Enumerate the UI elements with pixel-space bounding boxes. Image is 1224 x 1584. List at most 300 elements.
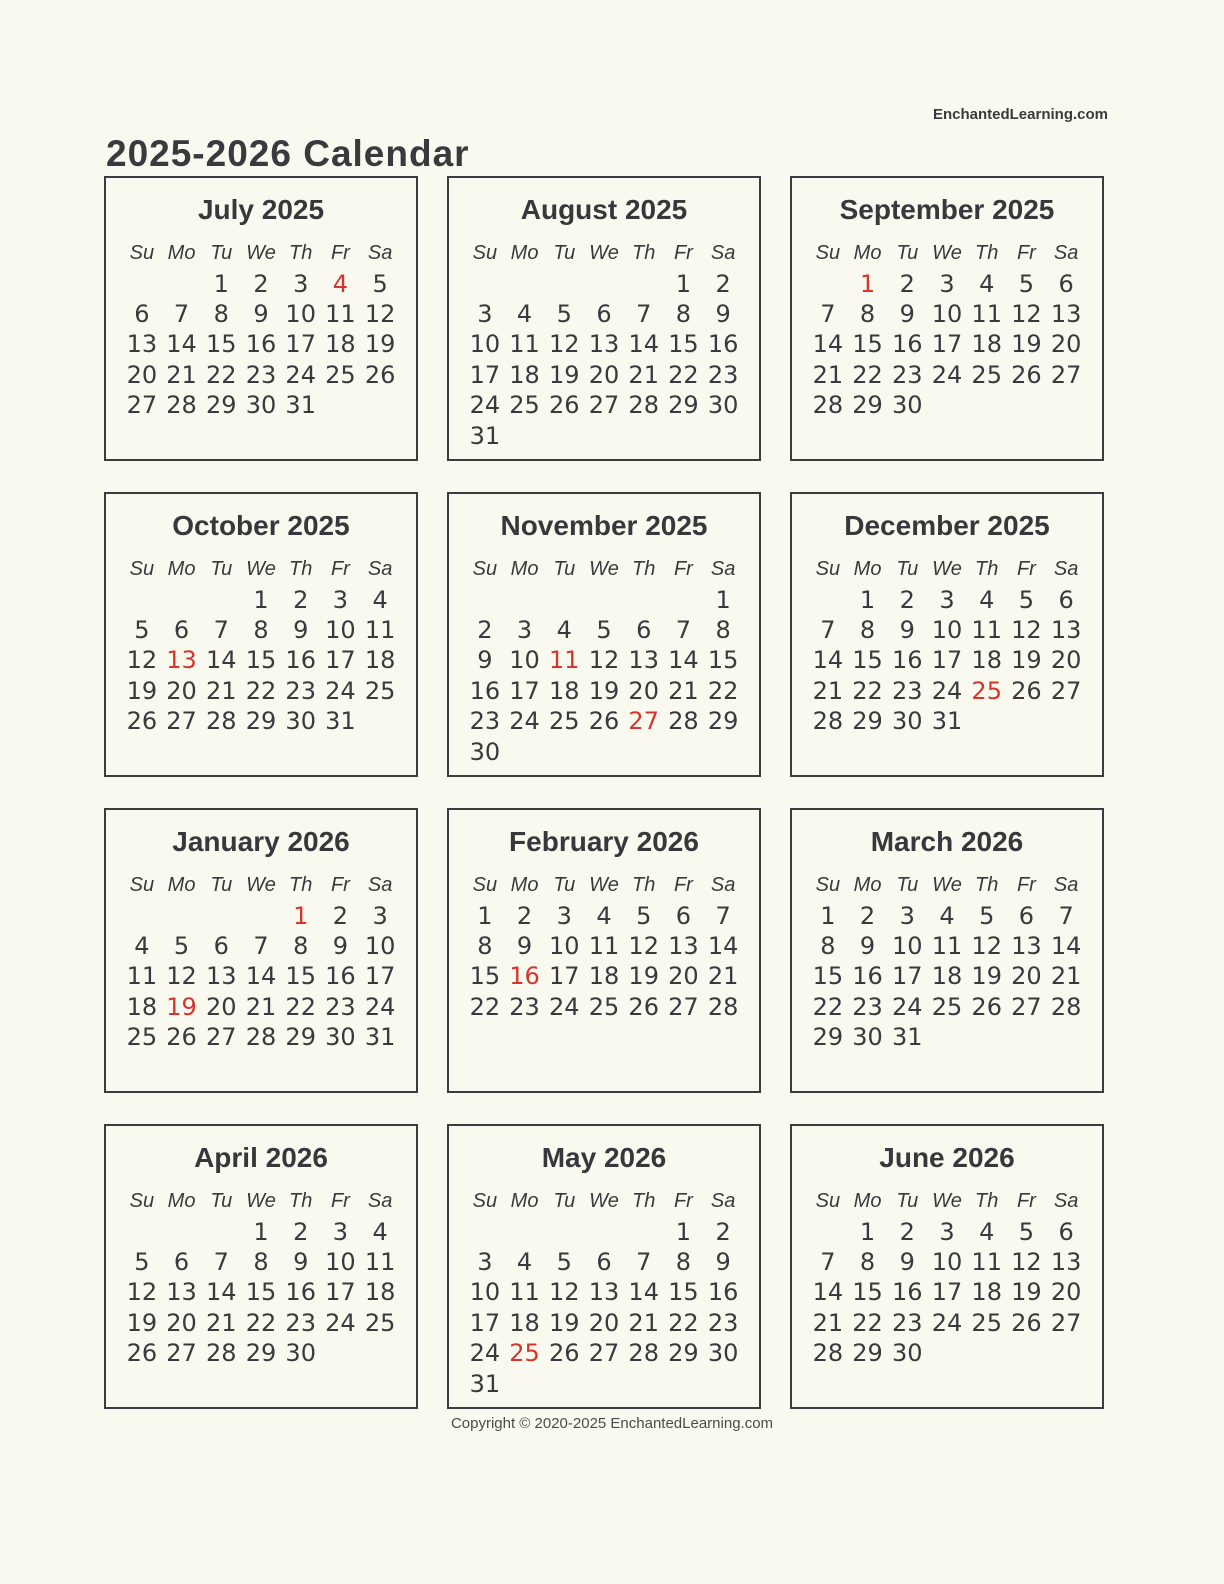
date-cell: 13 — [668, 931, 699, 960]
date-cell: 18 — [509, 1308, 540, 1337]
date-cell: 17 — [364, 962, 396, 991]
date-cell: 1 — [253, 1217, 269, 1246]
date-cell: 26 — [588, 707, 620, 736]
date-cell: 3 — [899, 901, 915, 930]
date-cell: 24 — [509, 707, 540, 736]
date-cell: 21 — [707, 962, 739, 991]
date-cell: 2 — [293, 585, 309, 614]
date-cell: 20 — [1050, 646, 1082, 675]
date-cell: 15 — [852, 646, 883, 675]
date-cell: 24 — [549, 992, 580, 1021]
date-cell: 7 — [820, 615, 836, 644]
month-title: November 2025 — [500, 510, 708, 541]
date-cell: 25 — [325, 360, 356, 389]
month-grid — [449, 1186, 759, 1399]
date-cell: 8 — [293, 931, 309, 960]
date-cell: 31 — [469, 421, 501, 450]
date-cell: 17 — [931, 330, 963, 359]
weekday-header: Fr — [330, 242, 350, 265]
date-cell: 20 — [668, 962, 699, 991]
date-cell: 22 — [469, 992, 501, 1021]
date-cell: 30 — [707, 391, 739, 420]
weekday-header: Sa — [367, 874, 393, 897]
weekday-header: Sa — [367, 242, 393, 265]
date-cell: 21 — [206, 1308, 237, 1337]
weekday-header: Mo — [853, 874, 882, 897]
weekday-header: Th — [289, 242, 313, 265]
date-cell: 26 — [549, 391, 580, 420]
date-cell: 12 — [166, 962, 197, 991]
date-cell: 18 — [364, 646, 396, 675]
date-cell: 13 — [1050, 615, 1082, 644]
month-title: December 2025 — [844, 510, 1050, 541]
date-cell: 20 — [206, 992, 237, 1021]
weekday-header: Sa — [367, 1190, 393, 1213]
date-cell: 24 — [469, 1339, 501, 1368]
date-cell: 5 — [1018, 585, 1035, 614]
date-cell: 3 — [372, 901, 388, 930]
weekday-header: Sa — [710, 1190, 736, 1213]
date-cell: 27 — [166, 707, 197, 736]
date-cell: 24 — [931, 360, 963, 389]
holiday-date: 1 — [293, 901, 309, 930]
date-cell: 15 — [707, 646, 739, 675]
date-cell: 12 — [1011, 299, 1042, 328]
date-cell: 17 — [325, 646, 356, 675]
date-cell: 28 — [707, 992, 739, 1021]
date-cell: 18 — [971, 646, 1002, 675]
weekday-header: We — [589, 242, 619, 265]
date-cell: 9 — [293, 615, 309, 644]
date-cell: 30 — [285, 1339, 316, 1368]
date-cell: 16 — [892, 646, 923, 675]
month-title: April 2026 — [194, 1142, 328, 1173]
date-cell: 28 — [812, 391, 844, 420]
date-cell: 12 — [1011, 1247, 1042, 1276]
date-cell: 7 — [253, 931, 269, 960]
date-cell: 13 — [588, 1278, 620, 1307]
date-cell: 8 — [820, 931, 836, 960]
date-cell: 16 — [469, 676, 501, 705]
date-cell: 3 — [556, 901, 572, 930]
date-cell: 24 — [892, 992, 923, 1021]
date-cell: 25 — [588, 992, 620, 1021]
date-cell: 19 — [364, 330, 396, 359]
month-grid — [792, 870, 1102, 1052]
date-cell: 17 — [285, 330, 316, 359]
date-cell: 9 — [477, 646, 493, 675]
date-cell: 12 — [549, 1278, 580, 1307]
date-cell: 6 — [596, 299, 612, 328]
month-calendar — [790, 1124, 1104, 1409]
date-cell: 15 — [469, 962, 501, 991]
date-cell: 21 — [812, 676, 844, 705]
date-cell: 6 — [1058, 585, 1074, 614]
month-calendar — [447, 1124, 761, 1409]
date-cell: 10 — [931, 1247, 963, 1276]
weekday-header: Fr — [1016, 242, 1036, 265]
date-cell: 7 — [173, 299, 190, 328]
date-cell: 4 — [979, 585, 995, 614]
weekday-header: Th — [632, 1190, 656, 1213]
date-cell: 1 — [859, 585, 876, 614]
date-cell: 14 — [206, 646, 237, 675]
month-grid — [106, 554, 416, 736]
date-cell: 20 — [588, 1308, 620, 1337]
date-cell: 24 — [285, 360, 316, 389]
month-calendar — [447, 492, 761, 777]
date-cell: 20 — [166, 676, 197, 705]
date-cell: 28 — [206, 1339, 237, 1368]
date-cell: 18 — [364, 1278, 396, 1307]
weekday-header: Th — [289, 874, 313, 897]
date-cell: 2 — [899, 269, 915, 298]
month-title: September 2025 — [839, 194, 1055, 225]
weekday-header: Tu — [210, 874, 233, 897]
date-cell: 2 — [715, 1217, 731, 1246]
date-cell: 9 — [899, 1247, 915, 1276]
weekday-header: Sa — [1053, 242, 1079, 265]
weekday-header: Su — [472, 874, 498, 897]
date-cell: 8 — [675, 1247, 692, 1276]
month-grid — [106, 870, 416, 1052]
date-cell: 22 — [285, 992, 316, 1021]
weekday-header: Tu — [553, 874, 576, 897]
date-cell: 24 — [469, 391, 501, 420]
date-cell: 11 — [931, 931, 963, 960]
date-cell: 6 — [1018, 901, 1035, 930]
weekday-header: Su — [815, 1190, 841, 1213]
date-cell: 3 — [516, 615, 533, 644]
date-cell: 10 — [931, 299, 963, 328]
date-cell: 18 — [971, 330, 1002, 359]
date-cell: 1 — [213, 269, 229, 298]
weekday-header: Su — [815, 558, 841, 581]
date-cell: 25 — [509, 391, 540, 420]
date-cell: 19 — [1011, 1278, 1042, 1307]
date-cell: 21 — [245, 992, 277, 1021]
date-cell: 17 — [469, 1308, 501, 1337]
weekday-header: Th — [289, 1190, 313, 1213]
date-cell: 10 — [469, 330, 501, 359]
date-cell: 16 — [892, 330, 923, 359]
copyright: Copyright © 2020-2025 EnchantedLearning.com — [450, 1415, 774, 1432]
date-cell: 3 — [477, 299, 493, 328]
weekday-header: Su — [472, 242, 498, 265]
date-cell: 3 — [939, 585, 955, 614]
date-cell: 13 — [628, 646, 659, 675]
date-cell: 5 — [556, 299, 572, 328]
date-cell: 31 — [469, 1369, 501, 1398]
month-title: October 2025 — [172, 510, 350, 541]
date-cell: 29 — [812, 1023, 844, 1052]
date-cell: 9 — [859, 931, 876, 960]
date-cell: 22 — [245, 676, 277, 705]
date-cell: 6 — [213, 931, 229, 960]
date-cell: 28 — [245, 1023, 277, 1052]
date-cell: 1 — [859, 1217, 876, 1246]
month-calendar — [790, 492, 1104, 777]
weekday-header: Fr — [1016, 874, 1036, 897]
date-cell: 30 — [469, 737, 501, 766]
date-cell: 8 — [715, 615, 731, 644]
date-cell: 24 — [931, 1308, 963, 1337]
date-cell: 4 — [596, 901, 612, 930]
date-cell: 30 — [852, 1023, 883, 1052]
date-cell: 2 — [899, 585, 915, 614]
date-cell: 14 — [206, 1278, 237, 1307]
date-cell: 31 — [325, 707, 356, 736]
holiday-date: 25 — [509, 1339, 540, 1368]
date-cell: 23 — [509, 992, 540, 1021]
date-cell: 26 — [126, 707, 158, 736]
date-cell: 4 — [556, 615, 572, 644]
month-title: June 2026 — [879, 1142, 1015, 1173]
date-cell: 21 — [628, 1308, 659, 1337]
date-cell: 22 — [668, 1308, 699, 1337]
holiday-date: 13 — [166, 646, 197, 675]
date-cell: 9 — [899, 299, 915, 328]
date-cell: 12 — [1011, 615, 1042, 644]
date-cell: 31 — [892, 1023, 923, 1052]
date-cell: 22 — [812, 992, 844, 1021]
date-cell: 9 — [715, 1247, 731, 1276]
date-cell: 8 — [675, 299, 692, 328]
date-cell: 18 — [549, 676, 580, 705]
date-cell: 13 — [166, 1278, 197, 1307]
date-cell: 4 — [979, 1217, 995, 1246]
weekday-header: Sa — [1053, 1190, 1079, 1213]
weekday-header: Su — [129, 558, 155, 581]
date-cell: 21 — [166, 360, 197, 389]
date-cell: 25 — [549, 707, 580, 736]
date-cell: 3 — [939, 269, 955, 298]
date-cell: 4 — [979, 269, 995, 298]
weekday-header: Fr — [673, 874, 693, 897]
date-cell: 9 — [715, 299, 731, 328]
date-cell: 31 — [931, 707, 963, 736]
date-cell: 16 — [892, 1278, 923, 1307]
date-cell: 18 — [971, 1278, 1002, 1307]
month-calendar — [104, 492, 418, 777]
date-cell: 11 — [325, 299, 356, 328]
date-cell: 27 — [126, 391, 158, 420]
date-cell: 10 — [549, 931, 580, 960]
date-cell: 10 — [509, 646, 540, 675]
date-cell: 2 — [899, 1217, 915, 1246]
date-cell: 29 — [285, 1023, 316, 1052]
date-cell: 9 — [516, 931, 533, 960]
date-cell: 18 — [588, 962, 620, 991]
calendar-grid — [104, 176, 1104, 1409]
date-cell: 19 — [549, 360, 580, 389]
weekday-header: Fr — [1016, 1190, 1036, 1213]
holiday-date: 16 — [509, 962, 540, 991]
date-cell: 27 — [588, 391, 620, 420]
date-cell: 11 — [971, 1247, 1002, 1276]
weekday-header: Su — [129, 242, 155, 265]
date-cell: 8 — [213, 299, 229, 328]
date-cell: 8 — [253, 1247, 269, 1276]
date-cell: 11 — [126, 962, 158, 991]
date-cell: 10 — [325, 1247, 356, 1276]
weekday-header: Tu — [896, 558, 919, 581]
date-cell: 15 — [245, 646, 277, 675]
date-cell: 13 — [1050, 1247, 1082, 1276]
date-cell: 30 — [285, 707, 316, 736]
weekday-header: Sa — [710, 242, 736, 265]
month-grid — [106, 1186, 416, 1368]
date-cell: 12 — [126, 1278, 158, 1307]
date-cell: 23 — [707, 360, 739, 389]
date-cell: 24 — [325, 676, 356, 705]
date-cell: 4 — [516, 1247, 533, 1276]
weekday-header: Tu — [553, 242, 576, 265]
date-cell: 19 — [549, 1308, 580, 1337]
weekday-header: We — [246, 874, 276, 897]
date-cell: 14 — [668, 646, 699, 675]
date-cell: 17 — [469, 360, 501, 389]
date-cell: 5 — [1018, 1217, 1035, 1246]
date-cell: 22 — [245, 1308, 277, 1337]
month-grid — [106, 238, 416, 420]
date-cell: 29 — [668, 391, 699, 420]
date-cell: 21 — [668, 676, 699, 705]
date-cell: 14 — [166, 330, 197, 359]
date-cell: 7 — [1058, 901, 1074, 930]
date-cell: 23 — [707, 1308, 739, 1337]
weekday-header: Th — [975, 1190, 999, 1213]
date-cell: 11 — [364, 615, 396, 644]
month-title: July 2025 — [197, 194, 325, 225]
month-calendar — [447, 176, 761, 461]
date-cell: 7 — [715, 901, 731, 930]
date-cell: 14 — [812, 330, 844, 359]
date-cell: 8 — [477, 931, 493, 960]
weekday-header: We — [932, 874, 962, 897]
date-cell: 14 — [628, 330, 659, 359]
date-cell: 28 — [206, 707, 237, 736]
date-cell: 4 — [939, 901, 955, 930]
date-cell: 17 — [931, 646, 963, 675]
date-cell: 7 — [213, 1247, 229, 1276]
date-cell: 6 — [173, 1247, 190, 1276]
date-cell: 18 — [126, 992, 158, 1021]
date-cell: 11 — [509, 330, 540, 359]
date-cell: 29 — [245, 707, 277, 736]
month-calendar — [104, 1124, 418, 1409]
date-cell: 30 — [325, 1023, 356, 1052]
date-cell: 11 — [509, 1278, 540, 1307]
date-cell: 25 — [931, 992, 963, 1021]
date-cell: 7 — [213, 615, 229, 644]
date-cell: 10 — [469, 1278, 501, 1307]
date-cell: 10 — [931, 615, 963, 644]
date-cell: 25 — [364, 1308, 396, 1337]
date-cell: 29 — [852, 391, 883, 420]
date-cell: 26 — [166, 1023, 197, 1052]
date-cell: 14 — [245, 962, 277, 991]
weekday-header: Tu — [896, 1190, 919, 1213]
date-cell: 29 — [206, 391, 237, 420]
date-cell: 30 — [245, 391, 277, 420]
date-cell: 2 — [516, 901, 533, 930]
date-cell: 3 — [332, 1217, 349, 1246]
weekday-header: Th — [975, 242, 999, 265]
date-cell: 28 — [628, 391, 659, 420]
date-cell: 1 — [820, 901, 836, 930]
date-cell: 4 — [372, 1217, 388, 1246]
date-cell: 1 — [477, 901, 493, 930]
month-title: January 2026 — [172, 826, 350, 857]
weekday-header: We — [246, 242, 276, 265]
date-cell: 29 — [852, 707, 883, 736]
date-cell: 22 — [852, 676, 883, 705]
date-cell: 27 — [206, 1023, 237, 1052]
weekday-header: Mo — [167, 242, 196, 265]
weekday-header: Tu — [210, 242, 233, 265]
date-cell: 27 — [1050, 1308, 1082, 1337]
date-cell: 12 — [628, 931, 659, 960]
date-cell: 26 — [364, 360, 396, 389]
date-cell: 11 — [971, 299, 1002, 328]
date-cell: 3 — [332, 585, 349, 614]
date-cell: 28 — [1050, 992, 1082, 1021]
weekday-header: Th — [632, 558, 656, 581]
weekday-header: Mo — [167, 558, 196, 581]
date-cell: 13 — [1011, 931, 1042, 960]
date-cell: 15 — [668, 1278, 699, 1307]
holiday-date: 11 — [549, 646, 580, 675]
weekday-header: Mo — [510, 242, 539, 265]
date-cell: 13 — [1050, 299, 1082, 328]
weekday-header: Mo — [510, 558, 539, 581]
month-grid — [792, 554, 1102, 736]
date-cell: 8 — [859, 1247, 876, 1276]
month-calendar — [447, 808, 761, 1093]
date-cell: 27 — [166, 1339, 197, 1368]
weekday-header: We — [589, 874, 619, 897]
date-cell: 12 — [588, 646, 620, 675]
date-cell: 16 — [707, 330, 739, 359]
date-cell: 28 — [812, 1339, 844, 1368]
date-cell: 28 — [668, 707, 699, 736]
date-cell: 13 — [126, 330, 158, 359]
date-cell: 11 — [364, 1247, 396, 1276]
weekday-header: Su — [129, 874, 155, 897]
date-cell: 2 — [477, 615, 493, 644]
date-cell: 30 — [892, 707, 923, 736]
date-cell: 26 — [1011, 1308, 1042, 1337]
weekday-header: Tu — [896, 874, 919, 897]
date-cell: 23 — [285, 676, 316, 705]
weekday-header: Th — [632, 242, 656, 265]
date-cell: 19 — [1011, 330, 1042, 359]
date-cell: 2 — [253, 269, 269, 298]
date-cell: 17 — [549, 962, 580, 991]
date-cell: 7 — [820, 299, 836, 328]
date-cell: 15 — [206, 330, 237, 359]
date-cell: 17 — [509, 676, 540, 705]
date-cell: 3 — [293, 269, 309, 298]
month-grid — [449, 554, 759, 767]
date-cell: 15 — [852, 1278, 883, 1307]
date-cell: 4 — [372, 585, 388, 614]
weekday-header: Sa — [1053, 874, 1079, 897]
date-cell: 29 — [245, 1339, 277, 1368]
date-cell: 6 — [636, 615, 652, 644]
date-cell: 27 — [668, 992, 699, 1021]
